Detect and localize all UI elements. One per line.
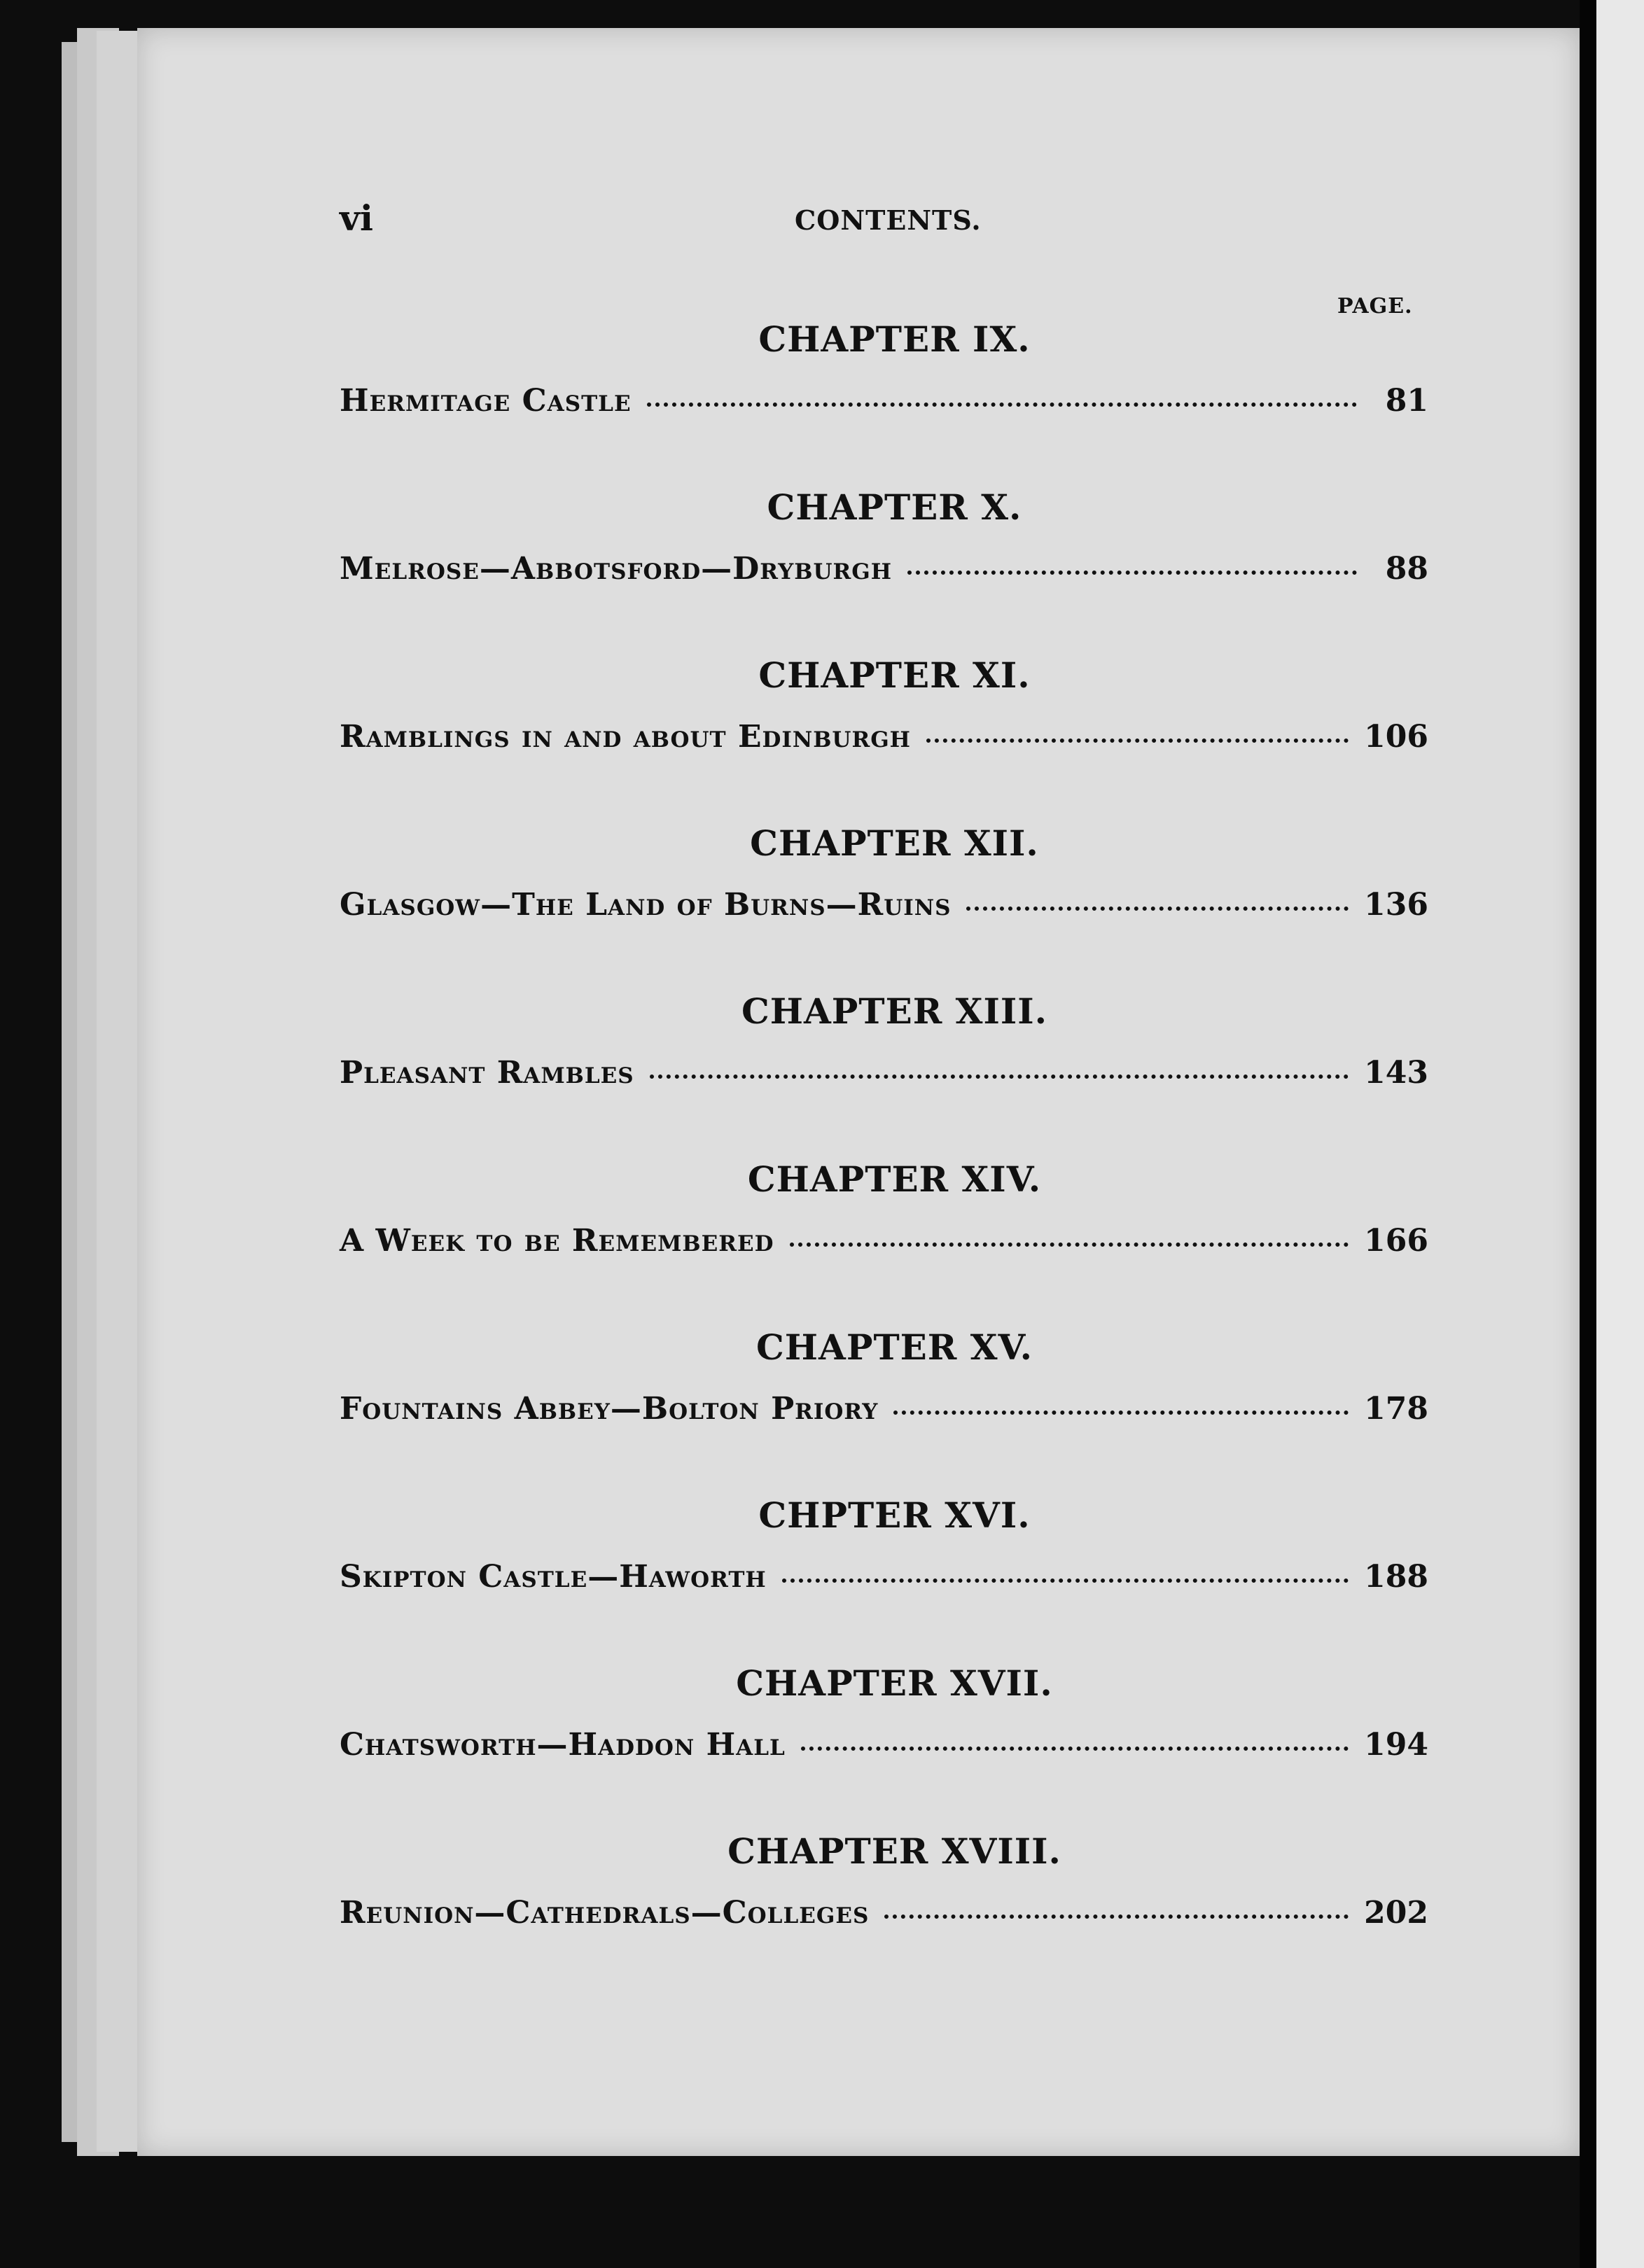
entry-title: Reunion—Cathedrals—Colleges	[340, 1895, 870, 1931]
chapter-heading: CHAPTER IX.	[758, 318, 1031, 360]
entry-title: Fountains Abbey—Bolton Priory	[340, 1391, 879, 1427]
chapter-entry	[340, 1662, 1428, 1830]
entry-page-number: 143	[1364, 1055, 1428, 1091]
page-edge	[97, 31, 139, 2152]
entry-title: Chatsworth—Haddon Hall	[340, 1727, 786, 1763]
entry-title: Glasgow—The Land of Burns—Ruins	[340, 887, 952, 923]
toc-entry	[340, 887, 1428, 923]
entry-page-number: 88	[1385, 551, 1428, 587]
dot-leader	[893, 1410, 1349, 1415]
running-title: CONTENTS.	[795, 204, 982, 236]
table-of-contents	[340, 318, 1428, 1998]
chapter-heading: CHPTER XVI.	[758, 1494, 1031, 1536]
toc-entry	[340, 1727, 1428, 1763]
chapter-heading: CHAPTER XVIII.	[727, 1830, 1061, 1872]
entry-page-number: 166	[1364, 1223, 1428, 1259]
chapter-entry	[340, 654, 1428, 822]
chapter-entry	[340, 1830, 1428, 1998]
toc-entry	[340, 383, 1428, 419]
dot-leader	[650, 1074, 1349, 1079]
page-column-label: PAGE.	[1337, 294, 1413, 318]
chapter-entry	[340, 318, 1428, 486]
entry-page-number: 106	[1364, 719, 1428, 755]
entry-title: Skipton Castle—Haworth	[340, 1559, 767, 1595]
toc-entry	[340, 1895, 1428, 1931]
chapter-entry	[340, 822, 1428, 990]
dot-leader	[782, 1578, 1349, 1583]
entry-page-number: 178	[1364, 1391, 1428, 1427]
facing-page-edge	[1596, 0, 1644, 2268]
dot-leader	[801, 1746, 1349, 1751]
running-head	[340, 197, 1432, 239]
chapter-heading: CHAPTER XIII.	[741, 990, 1048, 1032]
entry-title: Ramblings in and about Edinburgh	[340, 719, 911, 755]
chapter-entry	[340, 1494, 1428, 1662]
dot-leader	[647, 402, 1357, 407]
dot-leader	[884, 1914, 1349, 1919]
entry-page-number: 136	[1364, 887, 1428, 923]
entry-title: Melrose—Abbotsford—Dryburgh	[340, 551, 893, 587]
chapter-heading: CHAPTER XIV.	[747, 1158, 1042, 1200]
toc-entry	[340, 1559, 1428, 1595]
chapter-heading: CHAPTER XI.	[758, 654, 1031, 696]
toc-entry	[340, 1391, 1428, 1427]
dot-leader	[907, 570, 1357, 575]
entry-page-number: 194	[1364, 1727, 1428, 1763]
toc-entry	[340, 1223, 1428, 1259]
entry-title: Hermitage Castle	[340, 383, 632, 419]
entry-title: A Week to be Remembered	[340, 1223, 774, 1259]
toc-entry	[340, 719, 1428, 755]
chapter-heading: CHAPTER X.	[767, 486, 1022, 528]
toc-entry	[340, 1055, 1428, 1091]
chapter-entry	[340, 486, 1428, 654]
chapter-entry	[340, 1158, 1428, 1326]
entry-page-number: 81	[1385, 383, 1428, 419]
dot-leader	[790, 1242, 1349, 1247]
toc-entry	[340, 551, 1428, 587]
dot-leader	[926, 738, 1349, 743]
binding-shadow	[1580, 0, 1596, 2268]
chapter-heading: CHAPTER XV.	[756, 1326, 1033, 1368]
entry-page-number: 202	[1364, 1895, 1428, 1931]
chapter-entry	[340, 1326, 1428, 1494]
entry-title: Pleasant Rambles	[340, 1055, 634, 1091]
chapter-entry	[340, 990, 1428, 1158]
chapter-heading: CHAPTER XVII.	[736, 1662, 1053, 1704]
folio-number: vi	[340, 197, 374, 239]
dot-leader	[966, 906, 1349, 911]
entry-page-number: 188	[1364, 1559, 1428, 1595]
chapter-heading: CHAPTER XII.	[750, 822, 1039, 864]
